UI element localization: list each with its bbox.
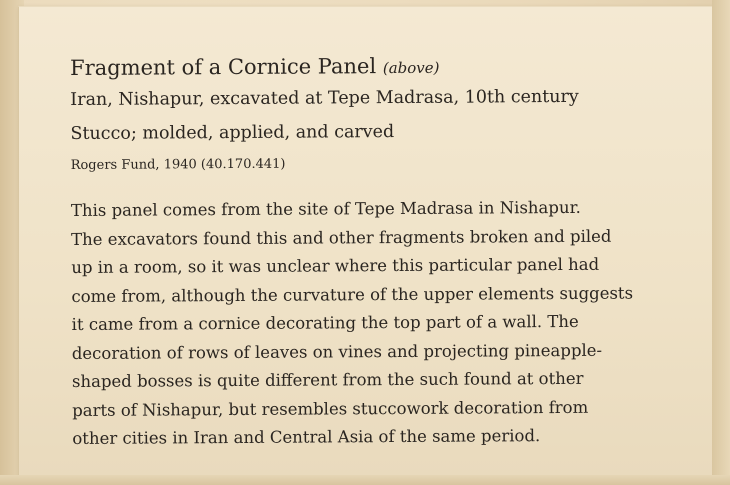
description-line: decoration of rows of leaves on vines and projecting pineapple- (71, 340, 603, 363)
description-line: up in a room, so it was unclear where this particular panel had (71, 254, 600, 277)
description-line: come from, although the curvature of the upper elements suggests (71, 283, 634, 306)
description-line: parts of Nishapur, but resembles stuccowork decoration from (72, 397, 589, 420)
description-line: This panel comes from the site of Tepe Madrasa in Nishapur. (70, 197, 581, 220)
wall-bottom-edge (0, 475, 730, 485)
artwork-credit-line: Rogers Fund, 1940 (40.170.441) (70, 156, 286, 173)
artwork-description (71, 193, 673, 453)
description-line: it came from a cornice decorating the top part of a wall. The (71, 311, 579, 334)
artwork-title-text: Fragment of a Cornice Panel (70, 54, 377, 80)
artwork-title-note: (above) (382, 58, 440, 78)
label-text-block (70, 51, 672, 453)
artwork-provenance: Iran, Nishapur, excavated at Tepe Madrasa, 10th century (70, 86, 579, 110)
artwork-title (70, 51, 670, 83)
description-line: The excavators found this and other fragments broken and piled (71, 226, 612, 249)
wall-right-edge (712, 0, 730, 485)
description-line: shaped bosses is quite different from the such found at other (71, 368, 584, 391)
description-line: other cities in Iran and Central Asia of the same period. (72, 426, 541, 448)
artwork-medium: Stucco; molded, applied, and carved (70, 122, 395, 144)
